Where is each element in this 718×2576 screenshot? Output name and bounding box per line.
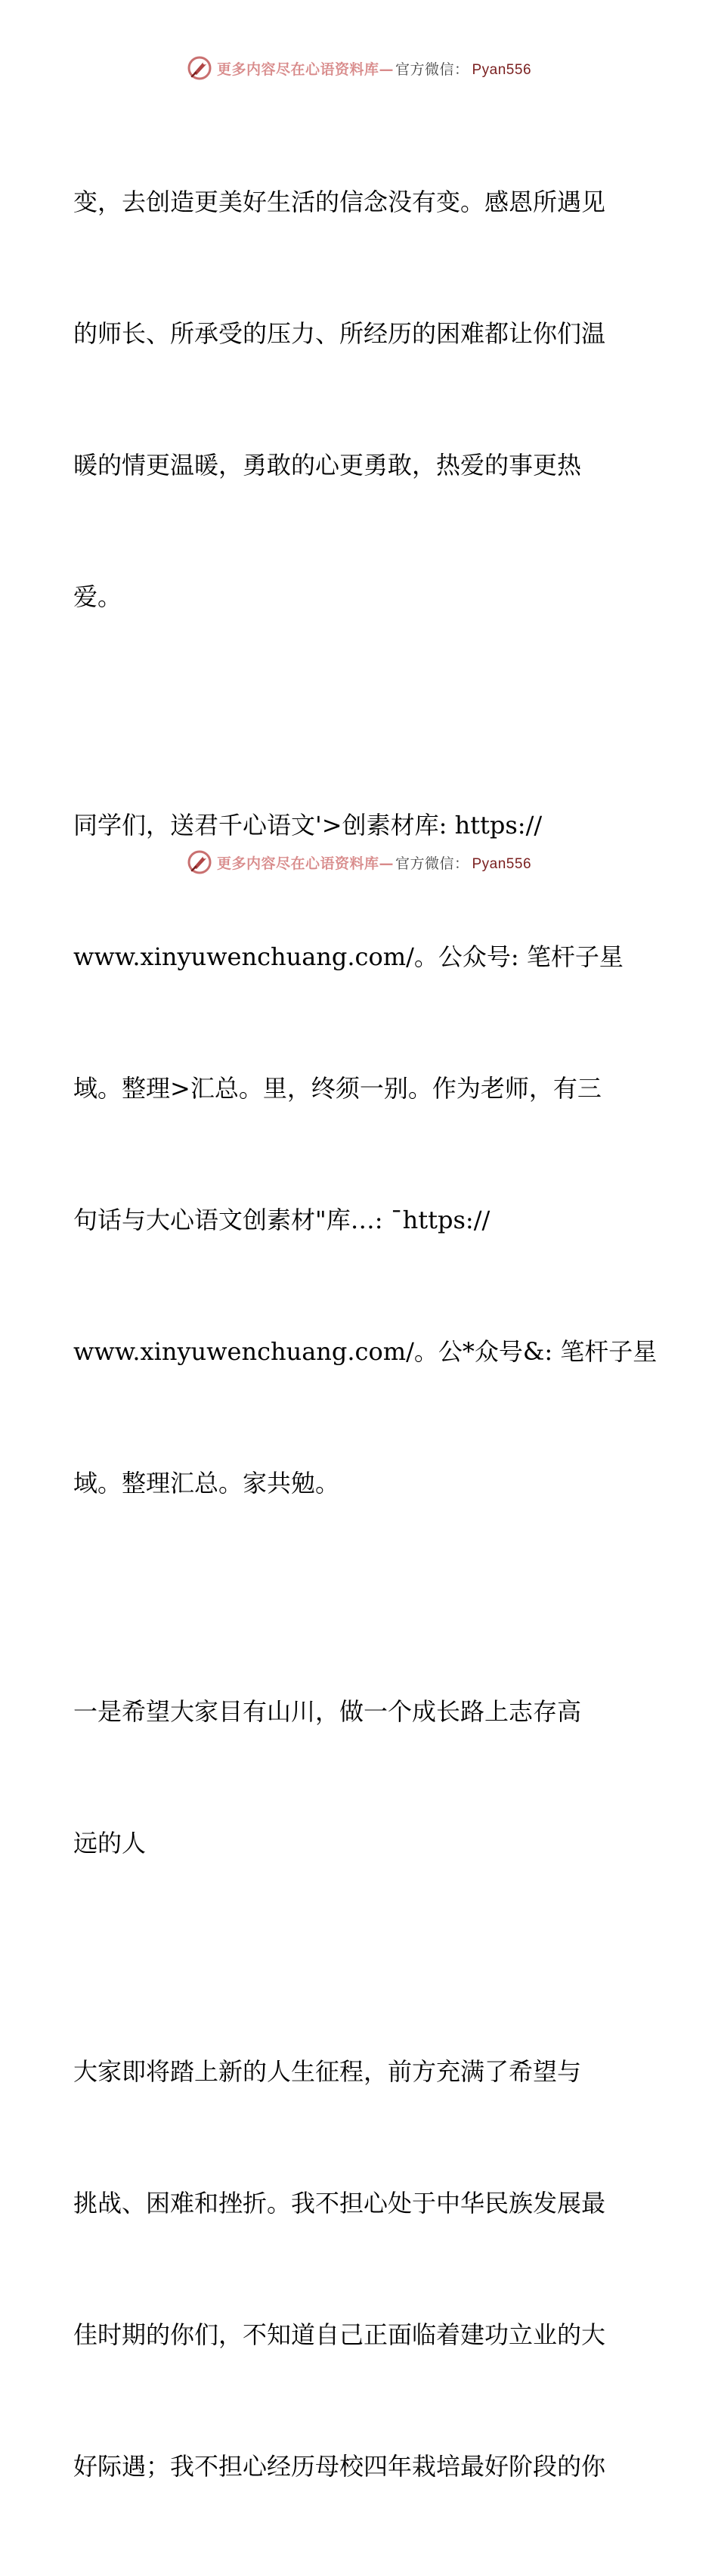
text-line: 的师长、所承受的压力、所经历的困难都让你们温	[73, 319, 606, 348]
text-line: 句话与大心语文创素材"库…: ¯https://	[73, 1206, 491, 1234]
text-line: 同学们，送君千心语文'>创素材库: https://	[73, 811, 543, 840]
text-line: 爱。	[73, 582, 122, 611]
watermark-text	[217, 58, 531, 79]
text-line: 暖的情更温暖，勇敢的心更勇敢，热爱的事更热	[73, 451, 582, 480]
watermark-slogan: 更多内容尽在心语资料库—	[216, 61, 394, 78]
text-line: 大家即将踏上新的人生征程，前方充满了希望与	[73, 2057, 582, 2086]
text-line: www.xinyuwenchuang.com/。公*众号&: 笔杆子星	[73, 1337, 658, 1366]
text-line: www.xinyuwenchuang.com/。公众号: 笔杆子星	[73, 942, 624, 971]
text-line: 域。整理>汇总。里，终须一别。作为老师，有三	[73, 1074, 602, 1103]
watermark-text	[217, 852, 531, 873]
paragraph-3-heading	[73, 1602, 648, 1953]
text-line: 远的人	[73, 1829, 147, 1858]
quill-pen-logo-icon	[187, 849, 212, 875]
watermark-label: 官方微信：	[395, 855, 469, 872]
paragraph-4	[73, 1962, 648, 2576]
text-line: 变，去创造更美好生活的信念没有变。感恩所遇见	[73, 188, 606, 216]
watermark-slogan: 更多内容尽在心语资料库—	[216, 855, 394, 872]
text-line: 好际遇；我不担心经历母校四年栽培最好阶段的你	[73, 2452, 606, 2481]
text-line: 域。整理汇总。家共勉。	[73, 1469, 340, 1497]
watermark-label: 官方微信：	[395, 61, 469, 78]
text-line: 挑战、困难和挫折。我不担心处于中华民族发展最	[73, 2189, 606, 2218]
quill-pen-logo-icon	[187, 55, 212, 81]
paragraph-1	[73, 92, 648, 706]
watermark-wechat-id: Pyan556	[472, 855, 532, 872]
footer-watermark	[0, 847, 718, 877]
document-body	[73, 92, 658, 2576]
text-line: 佳时期的你们，不知道自己正面临着建功立业的大	[73, 2320, 606, 2349]
text-line: 一是希望大家目有山川，做一个成长路上志存高	[73, 1697, 582, 1726]
watermark-wechat-id: Pyan556	[472, 61, 532, 78]
header-watermark	[0, 53, 718, 83]
